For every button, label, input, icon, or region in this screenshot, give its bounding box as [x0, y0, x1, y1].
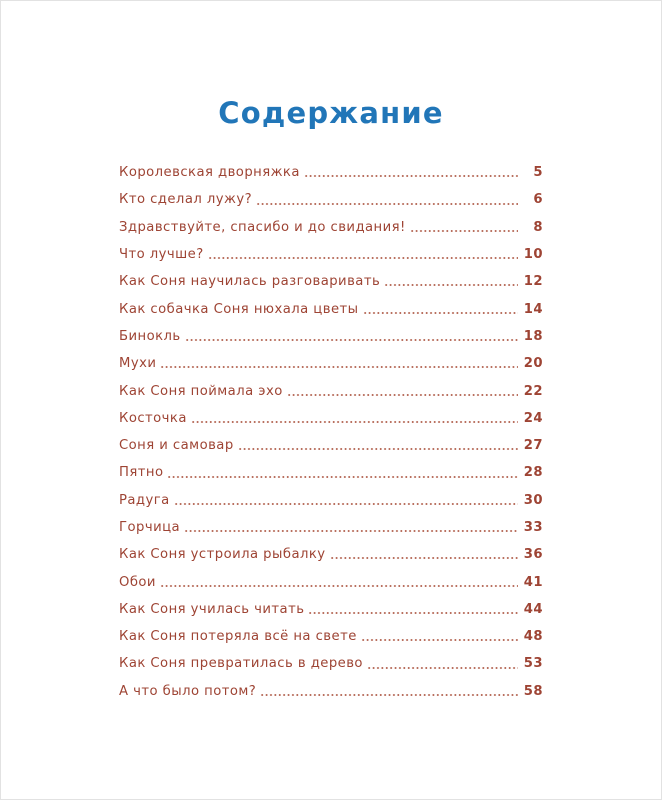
toc-entry-page-number: 28 — [523, 465, 543, 481]
toc-entry-label: Пятно — [119, 465, 164, 481]
toc-entry[interactable] — [119, 453, 543, 480]
toc-entry-label: Обои — [119, 574, 156, 590]
toc-dot-leader — [256, 195, 518, 208]
toc-entry-label: Как Соня потеряла всё на свете — [119, 629, 357, 645]
toc-entry-label: Мухи — [119, 356, 157, 372]
toc-entry[interactable] — [119, 590, 543, 617]
toc-dot-leader — [208, 249, 518, 262]
toc-entry[interactable] — [119, 399, 543, 426]
toc-entry-label: А что было потом? — [119, 683, 257, 699]
toc-entry[interactable] — [119, 508, 543, 535]
toc-dot-leader — [191, 413, 518, 426]
toc-entry-label: Радуга — [119, 492, 170, 508]
toc-entry-label: Как Соня устроила рыбалку — [119, 547, 326, 563]
toc-entry-page-number: 58 — [523, 683, 543, 699]
toc-entry-label: Что лучше? — [119, 247, 204, 263]
toc-entry-page-number: 41 — [523, 574, 543, 590]
toc-entry-page-number: 30 — [523, 492, 543, 508]
toc-entry-label: Как Соня поймала эхо — [119, 383, 283, 399]
toc-entry-page-number: 24 — [523, 410, 543, 426]
toc-dot-leader — [260, 686, 518, 699]
toc-dot-leader — [308, 604, 518, 617]
table-of-contents-list — [119, 153, 543, 699]
toc-dot-leader — [384, 276, 518, 289]
toc-entry-label: Как собачка Соня нюхала цветы — [119, 301, 359, 317]
toc-entry[interactable] — [119, 562, 543, 589]
toc-entry-page-number: 22 — [523, 383, 543, 399]
toc-entry[interactable] — [119, 371, 543, 398]
toc-entry-label: Бинокль — [119, 328, 181, 344]
toc-entry[interactable] — [119, 289, 543, 316]
toc-dot-leader — [174, 495, 518, 508]
toc-entry[interactable] — [119, 208, 543, 235]
toc-dot-leader — [363, 304, 518, 317]
toc-entry[interactable] — [119, 481, 543, 508]
toc-entry-page-number: 12 — [523, 274, 543, 290]
toc-entry-page-number: 48 — [523, 629, 543, 645]
toc-entry[interactable] — [119, 535, 543, 562]
toc-entry-label: Горчица — [119, 519, 181, 535]
toc-entry[interactable] — [119, 426, 543, 453]
toc-entry-label: Королевская дворняжка — [119, 165, 300, 181]
toc-dot-leader — [167, 468, 518, 481]
toc-entry-page-number: 18 — [523, 328, 543, 344]
toc-entry[interactable] — [119, 672, 543, 699]
toc-dot-leader — [184, 522, 518, 535]
toc-dot-leader — [160, 577, 518, 590]
toc-entry-label: Как Соня училась читать — [119, 601, 305, 617]
toc-entry-label: Косточка — [119, 410, 187, 426]
toc-dot-leader — [410, 222, 518, 235]
toc-entry-page-number: 8 — [533, 219, 543, 235]
toc-entry[interactable] — [119, 180, 543, 207]
toc-entry-label: Кто сделал лужу? — [119, 192, 253, 208]
toc-entry[interactable] — [119, 153, 543, 180]
toc-entry[interactable] — [119, 235, 543, 262]
toc-dot-leader — [185, 331, 518, 344]
toc-entry-page-number: 14 — [523, 301, 543, 317]
toc-entry-page-number: 53 — [523, 656, 543, 672]
toc-entry-label: Как Соня научилась разговаривать — [119, 274, 381, 290]
toc-entry-page-number: 6 — [533, 192, 543, 208]
toc-entry[interactable] — [119, 644, 543, 671]
toc-entry-page-number: 10 — [523, 247, 543, 263]
toc-entry-label: Соня и самовар — [119, 438, 234, 454]
toc-dot-leader — [361, 631, 518, 644]
toc-entry[interactable] — [119, 262, 543, 289]
toc-dot-leader — [367, 659, 518, 672]
toc-entry[interactable] — [119, 344, 543, 371]
toc-dot-leader — [287, 386, 518, 399]
toc-entry-label: Как Соня превратилась в дерево — [119, 656, 363, 672]
toc-entry-page-number: 33 — [523, 519, 543, 535]
toc-entry-label: Здравствуйте, спасибо и до свидания! — [119, 219, 406, 235]
toc-entry[interactable] — [119, 617, 543, 644]
toc-dot-leader — [330, 549, 518, 562]
toc-dot-leader — [238, 440, 518, 453]
page-title: Содержание — [218, 96, 444, 130]
toc-entry-page-number: 5 — [533, 165, 543, 181]
toc-entry-page-number: 36 — [523, 547, 543, 563]
toc-entry-page-number: 44 — [523, 601, 543, 617]
toc-entry-page-number: 20 — [523, 356, 543, 372]
toc-dot-leader — [160, 358, 518, 371]
toc-entry-page-number: 27 — [523, 438, 543, 454]
toc-dot-leader — [304, 167, 518, 180]
toc-entry[interactable] — [119, 317, 543, 344]
